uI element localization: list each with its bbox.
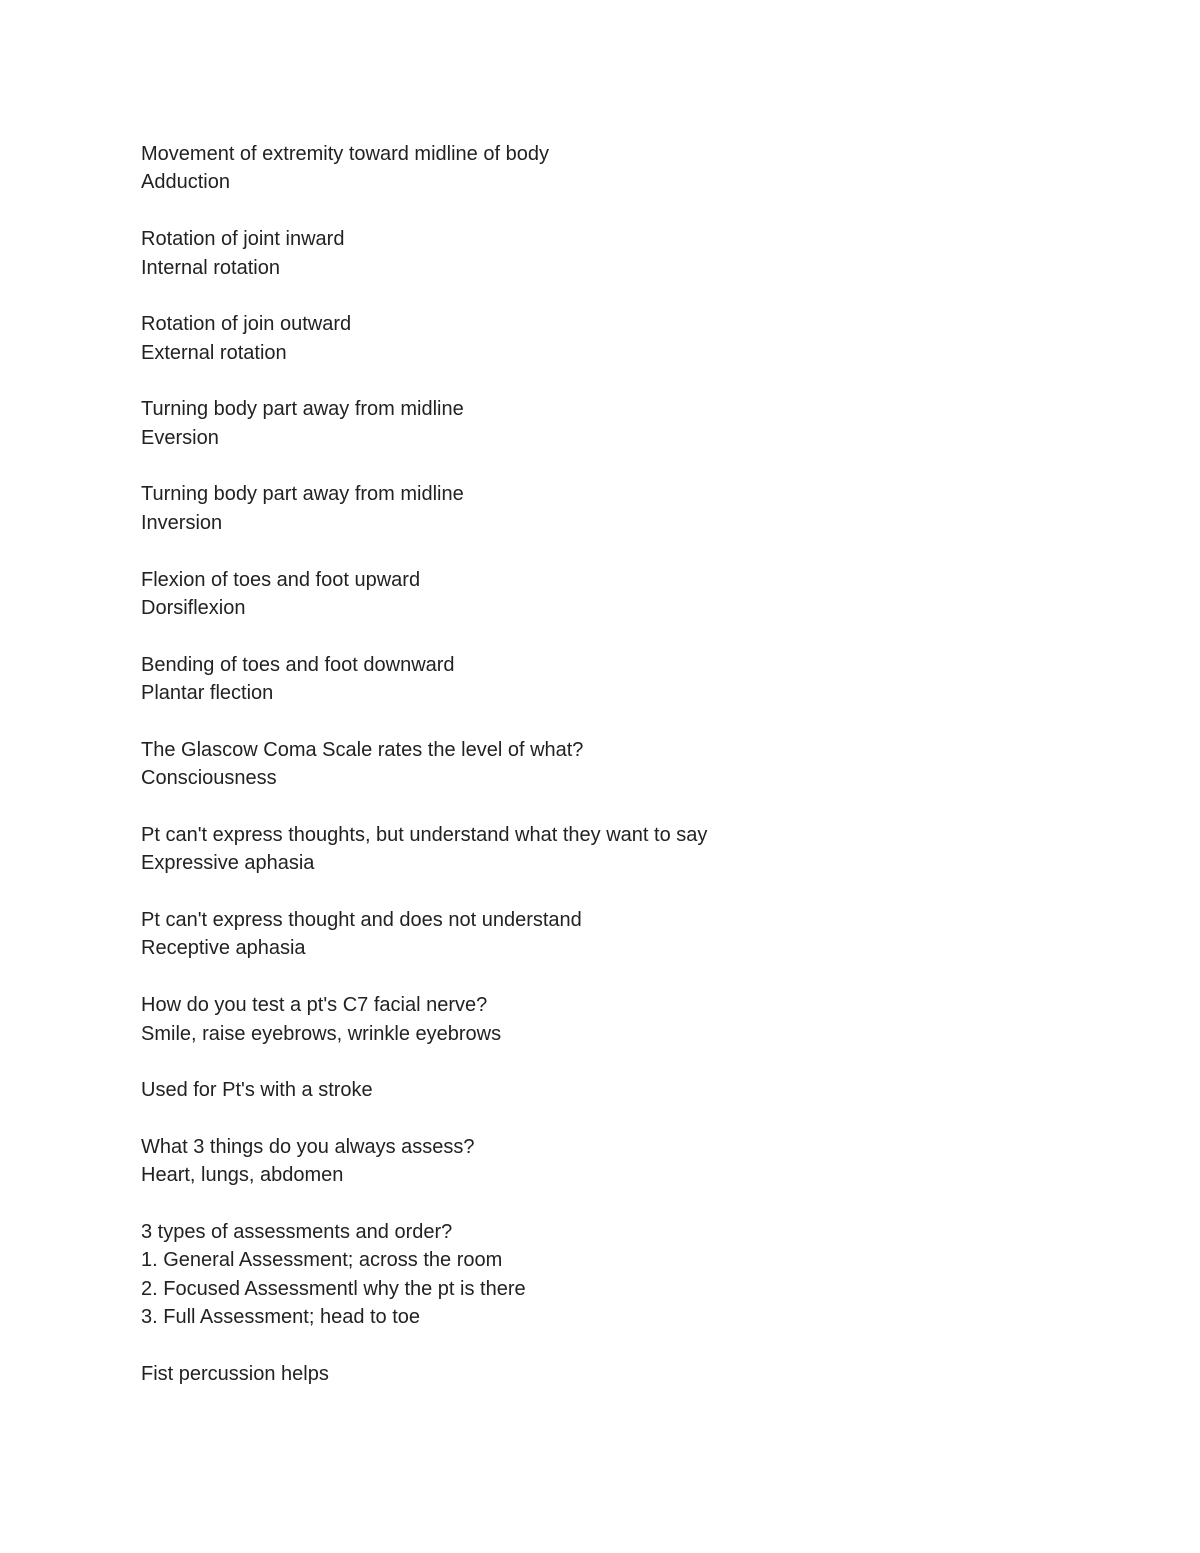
document-body [141,140,1121,1417]
definition-text: Receptive aphasia [141,937,306,960]
term-text: How do you test a pt's C7 facial nerve? [141,994,488,1017]
term-text: What 3 things do you always assess? [141,1135,475,1158]
term-text: Rotation of joint inward [141,228,345,251]
definition-text: Smile, raise eyebrows, wrinkle eyebrows [141,1022,502,1045]
flashcard-entry [141,1076,1121,1104]
term-text: Fist percussion helps [141,1362,329,1385]
list-item-text: 1. General Assessment; across the room [141,1249,503,1272]
list-item-text: 2. Focused Assessmentl why the pt is there [141,1277,526,1300]
flashcard-entry [141,736,1121,793]
flashcard-entry [141,1133,1121,1190]
definition-text: Internal rotation [141,256,280,279]
flashcard-entry [141,991,1121,1048]
flashcard-entry [141,140,1121,197]
flashcard-entry [141,821,1121,878]
flashcard-entry [141,906,1121,963]
term-text: Flexion of toes and foot upward [141,568,421,591]
term-text: Turning body part away from midline [141,483,464,506]
definition-text: External rotation [141,341,287,364]
term-text: Rotation of join outward [141,313,352,336]
flashcard-entry [141,566,1121,623]
flashcard-entry [141,225,1121,282]
term-text: Turning body part away from midline [141,398,464,421]
list-item-text: 3. Full Assessment; head to toe [141,1306,421,1329]
definition-text: Consciousness [141,767,277,790]
term-text: Pt can't express thoughts, but understand what they want to say [141,823,708,846]
term-text: Used for Pt's with a stroke [141,1079,373,1102]
definition-text: Adduction [141,171,230,194]
term-text: Bending of toes and foot downward [141,653,455,676]
definition-text: Plantar flection [141,682,274,705]
definition-text: Expressive aphasia [141,852,315,875]
definition-text: Dorsiflexion [141,596,246,619]
flashcard-entry [141,480,1121,537]
term-text: 3 types of assessments and order? [141,1221,453,1244]
term-text: Pt can't express thought and does not understand [141,908,582,931]
flashcard-entry [141,1360,1121,1388]
definition-text: Heart, lungs, abdomen [141,1164,344,1187]
flashcard-entry [141,310,1121,367]
definition-text: Eversion [141,426,219,449]
definition-text: Inversion [141,511,223,534]
flashcard-entry [141,651,1121,708]
term-text: The Glascow Coma Scale rates the level of what? [141,738,584,761]
term-text: Movement of extremity toward midline of body [141,143,549,165]
flashcard-entry [141,1218,1121,1332]
flashcard-entry [141,395,1121,452]
